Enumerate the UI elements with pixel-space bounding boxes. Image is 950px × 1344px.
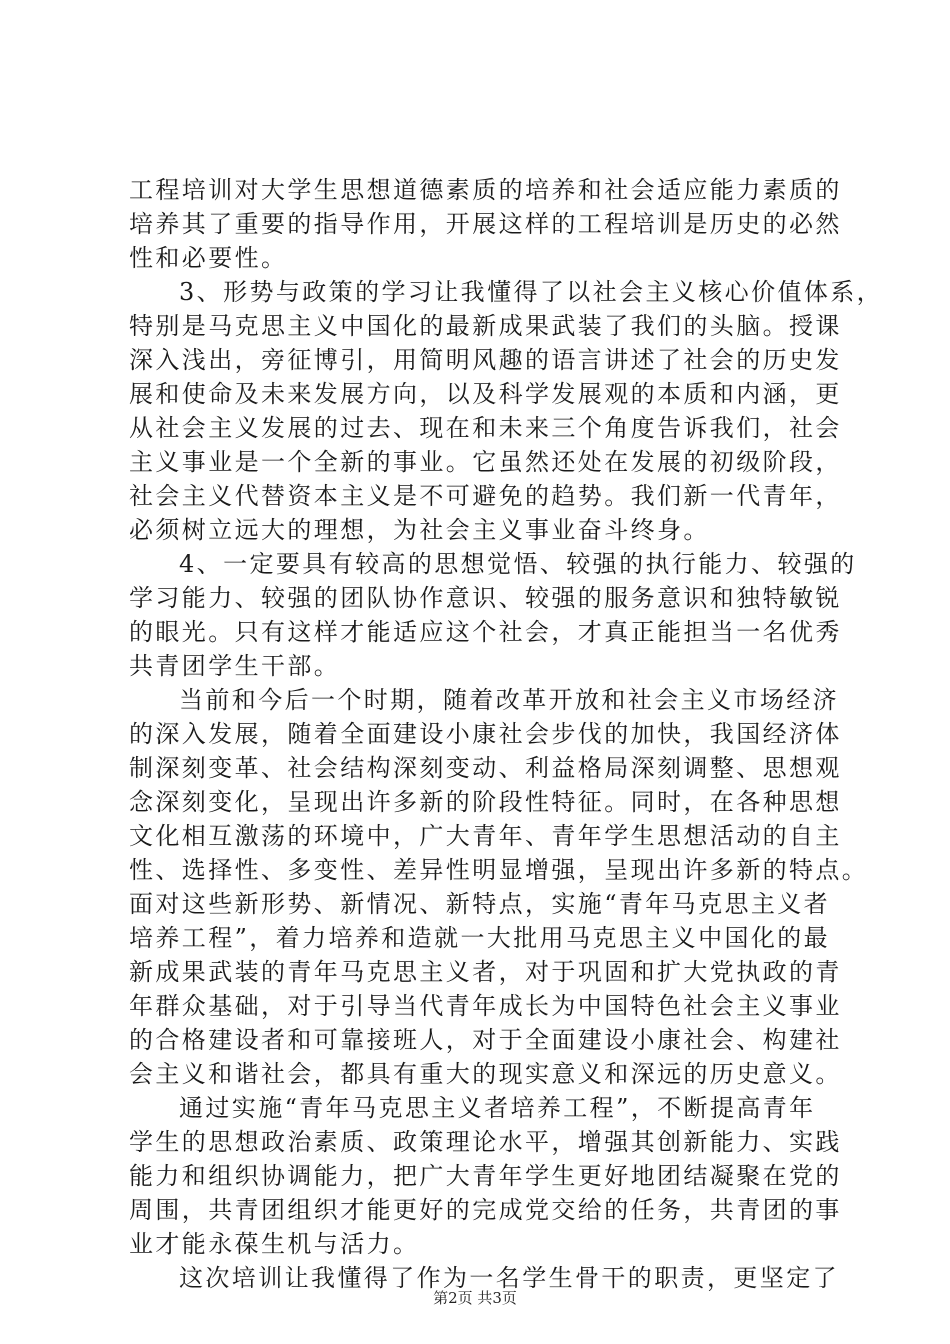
text-line: 念深刻变化，呈现出许多新的阶段性特征。同时，在各种思想 [129, 788, 842, 816]
text-line: 学生的思想政治素质、政策理论水平，增强其创新能力、实践 [129, 1128, 842, 1156]
text-line: 业才能永葆生机与活力。 [129, 1230, 420, 1258]
text-line: 新成果武装的青年马克思主义者，对于巩固和扩大党执政的青 [129, 958, 842, 986]
text-line: 性和必要性。 [129, 244, 288, 272]
text-line: 主义事业是一个全新的事业。它虽然还处在发展的初级阶段， [129, 448, 842, 476]
text-line: 培养其了重要的指导作用，开展这样的工程培训是历史的必然 [129, 210, 842, 238]
text-line: 共青团学生干部。 [129, 652, 341, 680]
text-line: 4、一定要具有较高的思想觉悟、较强的执行能力、较强的 [179, 550, 857, 578]
text-line: 的合格建设者和可靠接班人，对于全面建设小康社会、构建社 [129, 1026, 842, 1054]
text-line: 培养工程”，着力培养和造就一大批用马克思主义中国化的最 [129, 924, 831, 952]
text-line: 这次培训让我懂得了作为一名学生骨干的职责，更坚定了 [179, 1264, 839, 1292]
text-line: 3、形势与政策的学习让我懂得了以社会主义核心价值体系， [179, 278, 884, 306]
text-line: 特别是马克思主义中国化的最新成果武装了我们的头脑。授课 [129, 312, 842, 340]
text-line: 周围，共青团组织才能更好的完成党交给的任务，共青团的事 [129, 1196, 842, 1224]
text-line: 从社会主义发展的过去、现在和未来三个角度告诉我们，社会 [129, 414, 842, 442]
text-line: 必须树立远大的理想，为社会主义事业奋斗终身。 [129, 516, 710, 544]
text-line: 展和使命及未来发展方向，以及科学发展观的本质和内涵，更 [129, 380, 842, 408]
text-line: 会主义和谐社会，都具有重大的现实意义和深远的历史意义。 [129, 1060, 842, 1088]
text-line: 学习能力、较强的团队协作意识、较强的服务意识和独特敏锐 [129, 584, 842, 612]
text-line: 的深入发展，随着全面建设小康社会步伐的加快，我国经济体 [129, 720, 842, 748]
text-line: 面对这些新形势、新情况、新特点，实施“青年马克思主义者 [129, 890, 831, 918]
text-line: 性、选择性、多变性、差异性明显增强，呈现出许多新的特点。 [129, 856, 869, 884]
page-number-footer: 第2页 共3页 [433, 1289, 517, 1307]
text-line: 文化相互激荡的环境中，广大青年、青年学生思想活动的自主 [129, 822, 842, 850]
text-line: 社会主义代替资本主义是不可避免的趋势。我们新一代青年， [129, 482, 842, 510]
text-line: 的眼光。只有这样才能适应这个社会，才真正能担当一名优秀 [129, 618, 842, 646]
text-line: 年群众基础，对于引导当代青年成长为中国特色社会主义事业 [129, 992, 842, 1020]
text-line: 制深刻变革、社会结构深刻变动、利益格局深刻调整、思想观 [129, 754, 842, 782]
text-line: 能力和组织协调能力，把广大青年学生更好地团结凝聚在党的 [129, 1162, 842, 1190]
text-line: 通过实施“青年马克思主义者培养工程”，不断提高青年 [179, 1094, 816, 1122]
text-line: 当前和今后一个时期，随着改革开放和社会主义市场经济 [179, 686, 839, 714]
text-line: 工程培训对大学生思想道德素质的培养和社会适应能力素质的 [129, 176, 842, 204]
text-line: 深入浅出，旁征博引，用简明风趣的语言讲述了社会的历史发 [129, 346, 842, 374]
